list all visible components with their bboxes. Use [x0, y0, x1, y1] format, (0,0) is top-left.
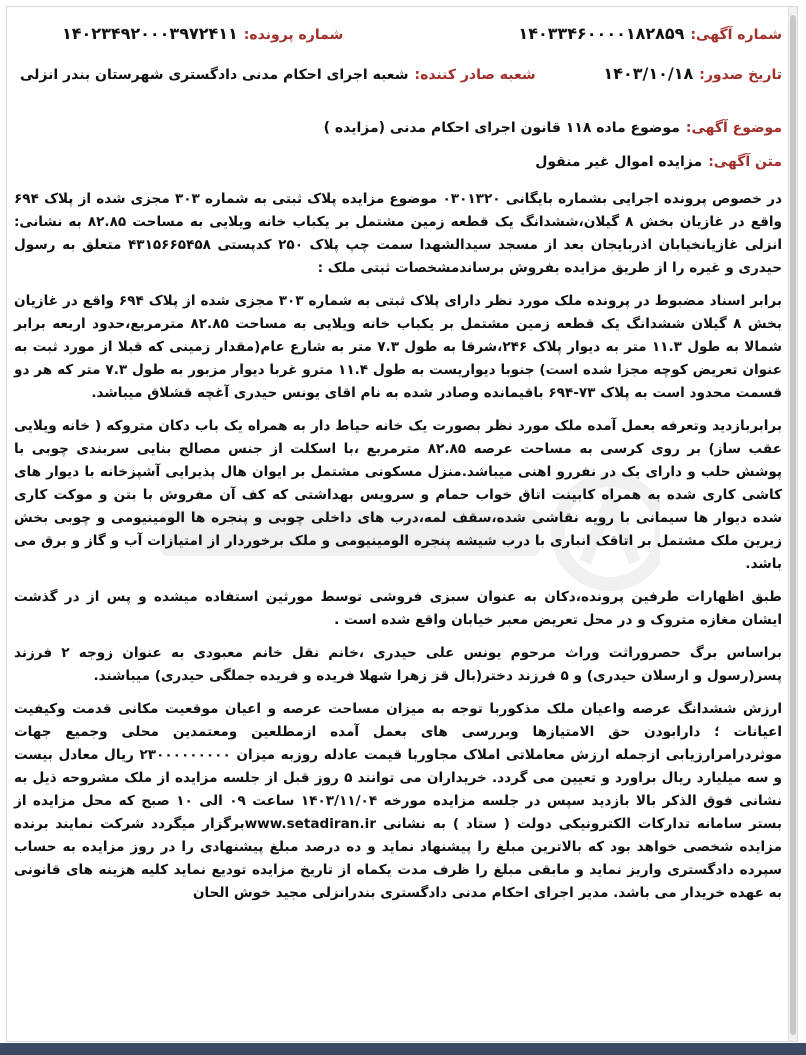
header-row-2 [14, 64, 782, 104]
body-paragraph-inspection: برابربازدید وتعرفه بعمل آمده ملک مورد نظر بصورت یک خانه حیاط دار به همراه یک باب دکان متروکه ( خانه ویلایی عقب ساز) بر روی کرسی به مساحت عرصه ۸۲.۸۵ مترمربع ،با اسکلت از جنس مصالح بنایی سربندی چوبی با پوشش حلب و دارای یک در نفررو اهنی میباشد.منزل مسکونی مشتمل بر ایوان هال پذیرایی آشپزخانه با دیوار های کاشی کاری شده به همراه کابینت اتاق خواب حمام و سرویس بهداشتی که کف آن مفروش با بتن و موکت کاری شده دیوار ها سیمانی با رویه نقاشی شده،سقف لمه،درب های داخلی چوبی و پنجره ها الومینیومی و چوبی بخش زیرین ملک مشتمل بر اتاقک انباری با درب شیشه پنجره الومینیومی و ملک برخوردار از امتیازات آب و گاز و برق می باشد. [14, 418, 782, 572]
ad-content [14, 24, 782, 915]
case-number-label: شماره پرونده: [243, 27, 344, 43]
vertical-scrollbar[interactable] [788, 7, 797, 1041]
ad-text-title [14, 148, 782, 176]
ad-number-value: ۱۴۰۳۳۴۶۰۰۰۰۱۸۲۸۵۹ [518, 24, 685, 43]
ad-body [14, 188, 782, 905]
subject-label: موضوع آگهی: [685, 120, 782, 136]
bottom-status-bar [0, 1043, 806, 1055]
issue-date [603, 64, 782, 83]
body-paragraph-boundaries: برابر اسناد مضبوط در پرونده ملک مورد نظر دارای پلاک ثبتی به شماره ۳۰۳ مجزی شده از پلاک ۶۹۴ واقع در غازیان بخش ۸ گیلان ششدانگ یک قطعه زمین مشتمل بر یکباب خانه ویلایی به مساحت ۸۲.۸۵ مترمربع،حدود اربعه برابر شمالا به طول ۱۱.۳ متر به دیوار پلاک ۲۴۶،شرقا به طول ۷.۳ متر به شارع عام(مقدار زمینی که قبلا از مورد ثبت به عنوان تعریض کوچه مجزا شده است) جنوبا دیواریست به طول ۱۱.۴ مترو غربا دیوار مزبور به طول ۷.۳ متر که هر دو قسمت محدود است به پلاک ۷۳-۶۹۴ باقیمانده وصادر شده به نام اقای یونس حیدری آغچه قشلاق میباشد. [14, 293, 782, 401]
case-number [62, 24, 343, 43]
ad-subject [14, 114, 782, 142]
body-paragraph-registration: در خصوص پرونده اجرایی بشماره بایگانی ۰۳۰۱۳۲۰ موضوع مزایده پلاک ثبتی به شماره ۳۰۳ مجزی شده از پلاک ۶۹۴ واقع در غازیان بخش ۸ گیلان،ششدانگ یک قطعه زمین مشتمل بر یکباب خانه ویلایی به مساحت ۸۲.۸۵ به نشانی: انزلی غازیانخیابان اذربایجان بعد از مسجد سیدالشهدا سمت چپ پلاک ۲۵۰ کدپستی ۴۳۱۵۶۶۵۴۵۸ متعلق به رسول حیدری و غیره را از طریق مزایده بفروش برساندمشخصات ثبتی ملک : [14, 191, 783, 276]
ad-number [518, 24, 782, 43]
header-row-1 [14, 24, 782, 64]
text-title-value: مزایده اموال غیر منقول [535, 154, 703, 170]
body-paragraph-heirs: براساس برگ حصروراثت وراث مرحوم یونس علی حیدری ،خانم نقل خانم معبودی به عنوان زوجه ۲ فرزند پسر(رسول و ارسلان حیدری) و ۵ فرزند دختر(بال قز زهرا شهلا فریده و فریده جملگی حیدری) میباشند. [14, 645, 782, 684]
issuer-value: شعبه اجرای احکام مدنی دادگستری شهرستان بندر انزلی [20, 67, 409, 83]
text-label: متن آگهی: [708, 154, 782, 170]
body-paragraph-valuation: ارزش ششدانگ عرصه واعیان ملک مذکوربا توجه به میزان مساحت عرصه و اعیان موقعیت مکانی قدمت وکیفیت اعیانات ؛ دارابودن حق الامتیازها وبررسی های بعمل آمده ازمطلعین ومعتمدین محلی وجمیع جهات موثردرامرارزیابی ازجمله ارزش معاملاتی املاک مجاوربا قیمت عادله روزبه میزان ۲۳۰۰۰۰۰۰۰۰۰ ریال معادل بیست و سه میلیارد ریال براورد و تعیین می گردد. خریداران می توانند ۵ روز قبل از جلسه مزایده از ملک مشروحه ذیل به نشانی فوق الذکر بالا بازدید سپس در جلسه مزایده مورخه ۱۴۰۳/۱۱/۰۴ ساعت ۰۹ الی ۱۰ صبح که محل مزایده از بستر سامانه تدارکات الکترونیکی دولت ( ستاد ) به نشانی www.setadiran.irبرگزار میگردد شرکت نمایند برنده مزایده شخصی خواهد بود که بالاترین مبلغ را پیشنهاد نماید و ده درصد مبلغ پیشنهادی را در روز مزایده به حساب سپرده دادگستری واریز نماید و مابقی مبلغ را ظرف مدت یکماه از تاریخ مزایده تودیع نماید کلیه هزینه های قانونی به عهده خریدار می باشد. مدیر اجرای احکام مدنی دادگستری بندرانزلی مجید خوش الحان [14, 701, 783, 901]
issue-date-value: ۱۴۰۳/۱۰/۱۸ [603, 64, 694, 83]
subject-value: موضوع ماده ۱۱۸ قانون اجرای احکام مدنی (مزایده ) [323, 120, 680, 136]
ad-meta [14, 114, 782, 176]
issuer-label: شعبه صادر کننده: [414, 67, 536, 83]
body-paragraph-shop: طبق اظهارات طرفین پرونده،دکان به عنوان سبزی فروشی توسط مورثین استفاده میشده و پس از در گذشت ایشان مغازه متروک و در محل تعریض معبر خیابان واقع شده است . [14, 589, 782, 628]
issue-date-label: تاریخ صدور: [699, 67, 782, 83]
case-number-value: ۱۴۰۲۳۴۹۲۰۰۰۳۹۷۲۴۱۱ [62, 24, 238, 43]
ad-number-label: شماره آگهی: [690, 27, 782, 43]
issuer [20, 67, 536, 83]
scrollbar-thumb[interactable] [790, 15, 796, 1035]
